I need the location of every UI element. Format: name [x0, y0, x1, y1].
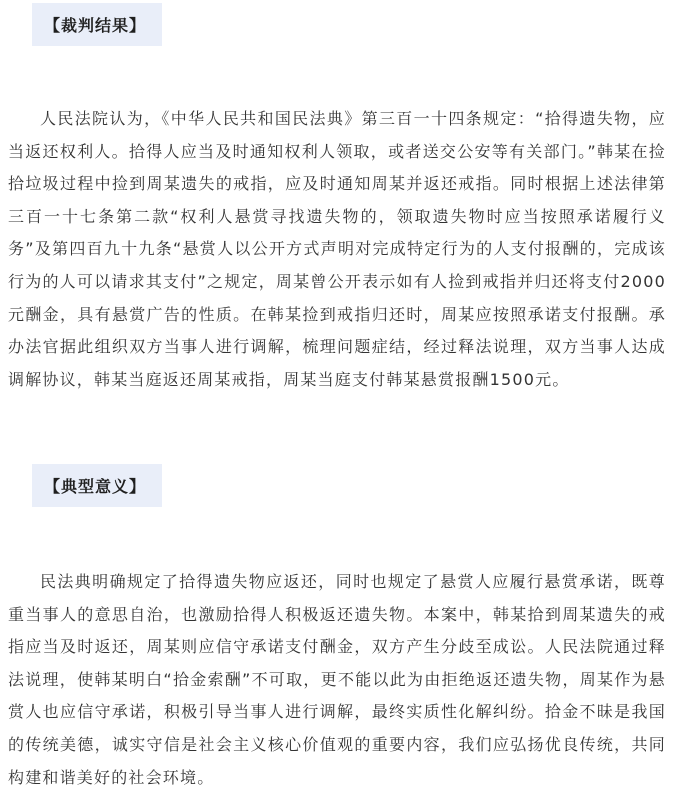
- judgment-result-paragraph: 人民法院认为，《中华人民共和国民法典》第三百一十四条规定：“拾得遗失物，应当返还权利人。拾得人应当及时通知权利人领取，或者送交公安等有关部门。”韩某在捡拾垃圾过程中捡到周某遗失的戒指，应及时通知周某并返还戒指。同时根据上述法律第三百一十七条第二款“权利人悬赏寻找遗失物的，领取遗失物时应当按照承诺履行义务”及第四百九十九条“悬赏人以公开方式声明对完成特定行为的人支付报酬的，完成该行为的人可以请求其支付”之规定，周某曾公开表示如有人捡到戒指并归还将支付2000元酬金，具有悬赏广告的性质。在韩某捡到戒指归还时，周某应按照承诺支付报酬。承办法官据此组织双方当事人进行调解，梳理问题症结，经过释法说理，双方当事人达成调解协议，韩某当庭返还周某戒指，周某当庭支付韩某悬赏报酬1500元。: [8, 109, 666, 389]
- section-title: 【典型意义】: [44, 477, 147, 496]
- typical-significance-paragraph: 民法典明确规定了拾得遗失物应返还，同时也规定了悬赏人应履行悬赏承诺，既尊重当事人的意思自治，也激励拾得人积极返还遗失物。本案中，韩某拾到周某遗失的戒指应当及时返还，周某则应信守承诺支付酬金，双方产生分歧至成讼。人民法院通过释法说理，使韩某明白“拾金索酬”不可取，更不能以此为由拒绝返还遗失物，周某作为悬赏人也应信守承诺，积极引导当事人进行调解，最终实质性化解纠纷。拾金不昧是我国的传统美德，诚实守信是社会主义核心价值观的重要内容，我们应弘扬优良传统，共同构建和谐美好的社会环境。: [8, 572, 666, 787]
- section-title: 【裁判结果】: [44, 16, 147, 35]
- section-header-judgment-result: [32, 3, 162, 46]
- section-header-typical-significance: [32, 464, 162, 507]
